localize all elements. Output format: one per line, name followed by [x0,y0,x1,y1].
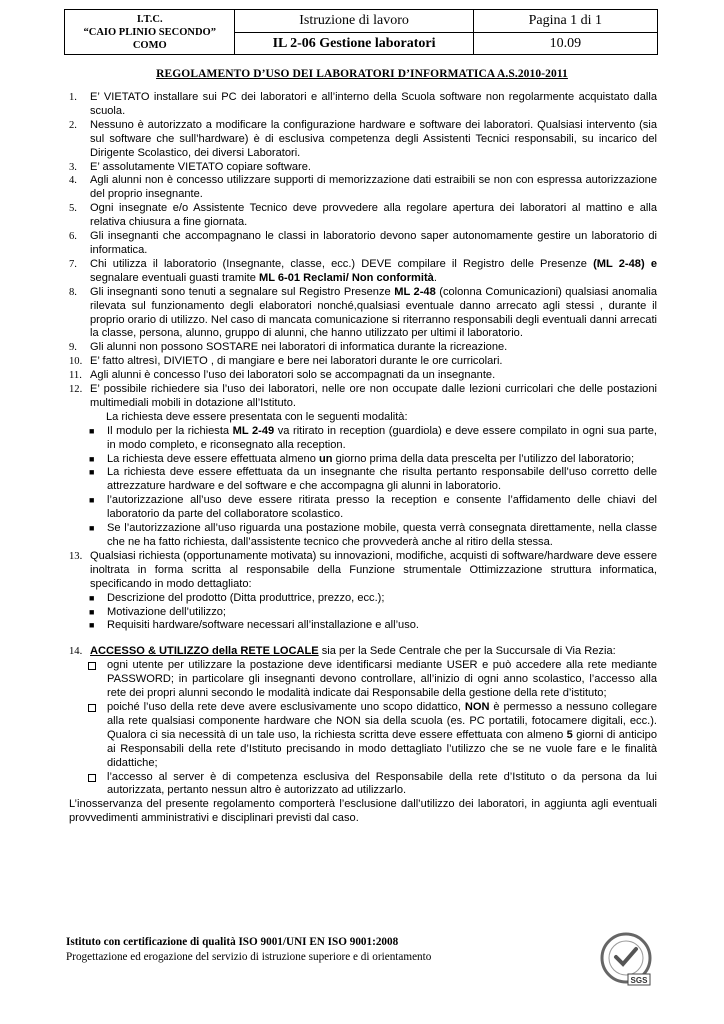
doc-type: Istruzione di lavoro [235,10,473,33]
rule-number: 4. [69,175,77,187]
rule-text: E’ possibile richiedere sia l’uso dei laboratori, nelle ore non occupate dalle lezioni curricolari che delle postazioni multimediali mobili in dotazione all’Istituto. [90,383,657,409]
rule-number: 7. [69,258,77,270]
rule-number: 3. [69,161,77,173]
rule-number: 8. [69,286,77,298]
list-item: ■ Descrizione del prodotto (Ditta produttrice, prezzo, ecc.); [89,591,385,604]
rule-number: 13. [69,550,83,562]
rule-text: Gli insegnanti sono tenuti a segnalare sul Registro Presenze [90,285,395,298]
rule-4 [69,174,657,202]
checkbox-bullet-icon [88,662,96,670]
square-bullet-icon: ■ [89,523,95,534]
form-code: ML 2-49 [232,424,275,437]
revision: 10.09 [473,32,657,55]
document-header [64,9,658,55]
rule-text: segnalare eventuali guasti tramite [90,271,259,284]
square-bullet-icon: ■ [89,620,95,631]
form-code: (ML 2-48) e [593,257,657,270]
list-item: ■ La richiesta deve essere effettuata da un insegnante che risulta pertanto responsabile dell’uso corretto delle attrezzature hardware e del software e che accompagna gli alunni in laboratorio. [89,466,657,493]
section-heading: ACCESSO & UTILIZZO della RETE LOCALE [90,645,319,658]
rule-number: 11. [69,370,82,382]
rule-text: Qualsiasi richiesta (opportunamente motivata) su innovazioni, modifiche, acquisti di software/hardware deve essere inoltrata in forma scritta al responsabile della Funzione strumentale Ottimizzazione struttura informatica, specificando in modo dettagliato: [90,549,657,590]
rule-1 [69,91,657,119]
rule-text: sia per la Sede Centrale che per la Succursale di Via Rezia: [318,645,616,658]
closing-paragraph: L’inosservanza del presente regolamento comporterà l’esclusione dall’utilizzo dei laboratori, in aggiunta agli eventuali provvedimenti amministrativi e disciplinari previsti dal caso. [69,798,657,825]
rule-text: Agli alunni è concesso l’uso dei laboratori solo se accompagnati da un insegnante. [90,369,496,382]
list-item: ■ Se l’autorizzazione all’uso riguarda una postazione mobile, questa verrà consegnata direttamente, nella classe che ne ha fatto richiesta, dall’assistente tecnico che provvederà anche al ritiro della stessa. [89,522,657,548]
rule-text: Gli insegnanti che accompagnano le classi in laboratorio devono saper autonomamente gestire un laboratorio di informatica. [90,230,657,256]
checkbox-bullet-icon [88,704,96,712]
rule-5 [69,202,657,230]
rule-2 [69,119,657,161]
rule-number: 12. [69,384,83,396]
rule-text: Gli alunni non possono SOSTARE nei laboratori di informatica durante la ricreazione. [90,341,508,354]
rule-text: E’ assolutamente VIETATO copiare software. [90,160,311,173]
list-item: ■ Requisiti hardware/software necessari all’installazione e all’uso. [89,619,420,632]
rule-text: E’ VIETATO installare sui PC dei laboratori e all’interno della Scuola software non regolarmente acquistato dalla scuola. [90,91,657,117]
rule-7 [69,258,657,286]
rule-10 [69,355,657,369]
rule-13 [69,550,657,592]
rule-text: . [433,271,437,284]
seal-label: SGS [630,976,648,985]
rule-number: 2. [69,119,77,131]
square-bullet-icon: ■ [89,606,95,617]
rule-8 [69,286,657,342]
rule-text: Agli alunni non è concesso utilizzare supporti di memorizzazione dati estraibili se non con espressa autorizzazione del proprio insegnante. [90,174,657,201]
list-item: poiché l’uso della rete deve avere esclusivamente uno scopo didattico, NON è permesso a nessuno collegare alla rete qualsiasi componente hardware che NON sia della scuola (es. PC portatili, fotocamere digitali, ecc.). Qualora ci sia necessità di un tale uso, la richiesta scritta deve essere effettuata con almeno 5 giorni di anticipo ai Responsabili della rete d’Istituto precisando in modo dettagliato l’utilizzo che se ne vuole fare e le finalità didattiche; [69,701,657,771]
rule-number: 9. [69,342,77,354]
footer-description: Progettazione ed erogazione del servizio di istruzione superiore e di orientamento [66,951,432,963]
rule-number: 1. [69,92,77,103]
footer-certification: Istituto con certificazione di qualità ISO 9001/UNI EN ISO 9001:2008 [66,936,399,948]
certification-seal-icon [598,931,654,987]
rule-number: 10. [69,356,83,368]
rule-14 [69,645,657,659]
rule-6 [69,230,657,258]
rule-text: Ogni insegnate e/o Assistente Tecnico deve provvedere alla regolare apertura dei laboratori al mattino e alla relativa chiusura a fine giornata. [90,202,657,229]
list-item: ■ Motivazione dell’utilizzo; [89,605,227,618]
organization-name [65,10,235,55]
rule-12-subtitle: La richiesta deve essere presentata con le seguenti modalità: [106,410,408,423]
document-title: REGOLAMENTO D’USO DEI LABORATORI D’INFORMATICA A.S.2010-2011 [156,68,568,80]
form-code: ML 2-48 [394,285,436,298]
rule-number: 5. [69,203,77,215]
checkbox-bullet-icon [88,774,96,782]
rule-text: Nessuno è autorizzato a modificare la configurazione hardware e software dei laboratori. Qualsiasi intervento (sia sul software che sull’hardware) è di esclusiva competenza degli Assistenti Tecnici responsabili, su incarico del Dirigente Scolastico, dei diversi Laboratori. [90,118,657,159]
square-bullet-icon: ■ [89,453,95,464]
rule-11 [69,369,657,383]
rule-number: 6. [69,231,77,243]
org-line: “CAIO PLINIO SECONDO” [83,26,216,38]
rule-12 [69,383,657,411]
rule-number: 14. [69,646,83,658]
rule-text: Chi utilizza il laboratorio (Insegnante, classe, ecc.) DEVE compilare il Registro delle Presenze [90,257,594,270]
list-item: ■ Il modulo per la richiesta ML 2-49 va ritirato in reception (guardiola) e deve essere compilato in ogni sua parte, in modo completo, e riconsegnato alla reception. [89,424,658,451]
list-item: ogni utente per utilizzare la postazione deve identificarsi mediante USER e può accedere alla rete mediante PASSWORD; in particolare gli insegnanti devono controllare, all’inizio di ogni anno scolastico, l’accesso alla rete dei propri alunni secondo le modalità indicate dai Responsabile della gestione della rete d’istituto; [69,659,657,701]
square-bullet-icon: ■ [89,467,95,478]
rule-9 [69,341,657,355]
doc-code: IL 2-06 Gestione laboratori [235,32,473,55]
rule-text: E’ fatto altresì, DIVIETO , di mangiare e bere nei laboratori durante le ore curricolari. [90,355,503,368]
list-item: ■ La richiesta deve essere effettuata almeno un giorno prima della data prescelta per l’utilizzo del laboratorio; [89,452,635,465]
square-bullet-icon: ■ [89,592,95,603]
list-item: ■ l’autorizzazione all’uso deve essere ritirata presso la reception e consente l’affidamento delle chiavi del laboratorio da parte del collaboratore scolastico. [89,494,657,521]
form-code: ML 6-01 Reclami/ Non conformità [258,271,434,284]
square-bullet-icon: ■ [89,425,95,436]
org-line: I.T.C. [136,13,163,25]
org-line: COMO [132,39,167,51]
rule-text: (colonna Comunicazioni) qualsiasi anomalia rilevata sul funzionamento degli elaboratori nonché,qualsiasi eventuale danno arrecato agli stessi , durante il proprio orario di utilizzo. Nel caso di mancata comunicazione si riterranno responsabili degli eventuali danni arrecati la classe, persona, alunno, gruppo di alunni, che hanno utilizzato per ultimi il laboratorio. [90,285,657,340]
list-item: l’accesso al server è di competenza esclusiva del Responsabile della rete d’Istituto o da persona da lui autorizzata, pertanto nessun altro è autorizzato ad utilizzarlo. [69,771,657,799]
regulation-list [69,91,657,826]
page-number: Pagina 1 di 1 [473,10,657,33]
rule-3 [69,161,657,175]
square-bullet-icon: ■ [89,495,95,506]
